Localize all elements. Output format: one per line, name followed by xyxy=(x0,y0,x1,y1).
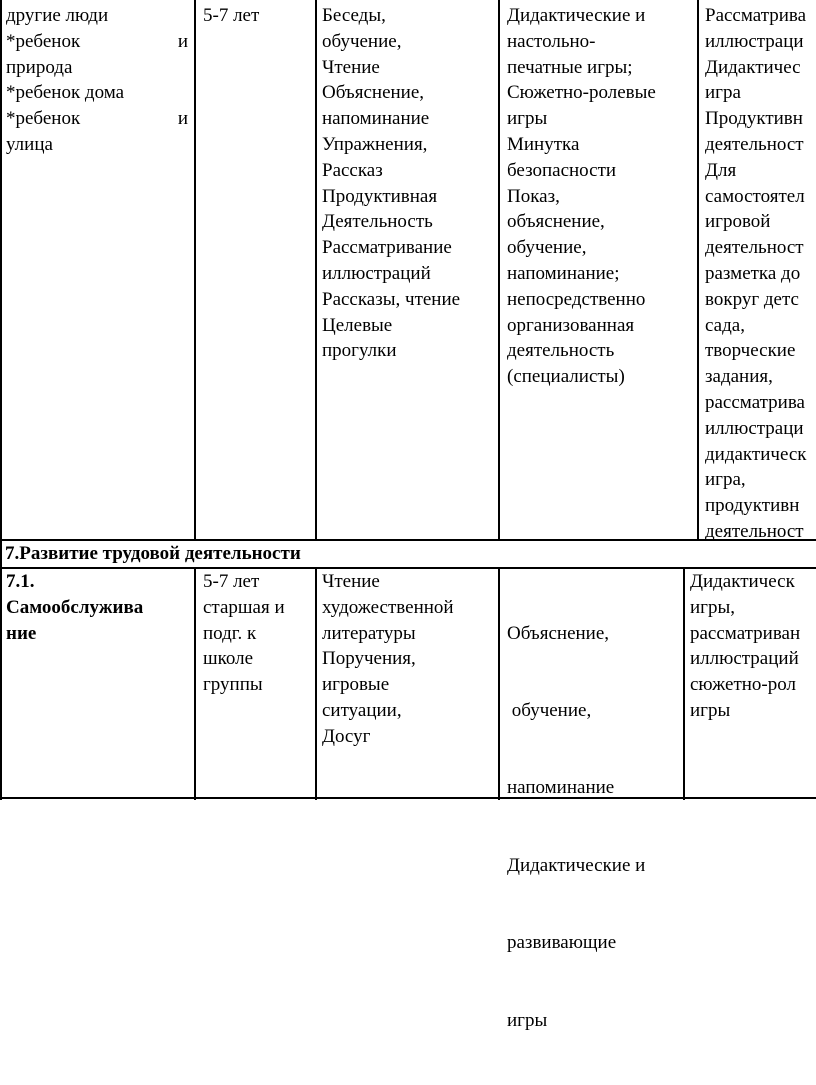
row-divider-1 xyxy=(0,539,816,541)
row2-independent-line: игры, xyxy=(690,596,735,618)
row1-methods-line: Показ, xyxy=(507,185,560,207)
row1-methods-line: Минутка xyxy=(507,133,580,155)
row1-forms-line: Чтение xyxy=(322,56,380,78)
row1-topic-line: другие люди xyxy=(6,5,109,26)
row2-forms-line: художественной xyxy=(322,596,454,618)
row1-forms-line: прогулки xyxy=(322,340,397,362)
row2-methods-line: Объяснение, xyxy=(507,622,610,644)
row1-independent-line: деятельност xyxy=(705,133,804,155)
column-divider-1 xyxy=(194,0,196,540)
row1-methods-cell xyxy=(507,3,695,390)
column-divider-4 xyxy=(697,0,699,540)
row1-independent-cell xyxy=(705,3,816,545)
row2-forms-line: литературы xyxy=(322,622,416,644)
row2-age-cell xyxy=(203,569,311,698)
row1-methods-line: деятельность xyxy=(507,340,615,362)
row1-topic-line: улица xyxy=(6,133,53,155)
row2-age-line: старшая и xyxy=(203,596,285,618)
row1-independent-line: игровой xyxy=(705,211,771,233)
row1-methods-line: организованная xyxy=(507,314,635,336)
row1-forms-line: Рассказы, чтение xyxy=(322,288,461,310)
row1-independent-line: Для xyxy=(705,159,737,181)
row1-independent-line: задания, xyxy=(705,366,773,388)
row1-independent-line: вокруг детс xyxy=(705,288,799,310)
row2-methods-line: напоминание xyxy=(507,777,615,799)
row2-topic-cell xyxy=(6,569,192,646)
row1-forms-line: Объяснение, xyxy=(322,82,425,104)
row1-independent-line: иллюстраци xyxy=(705,417,804,439)
row2-methods-line: развивающие xyxy=(507,932,617,954)
row1-methods-line: Дидактические и xyxy=(507,5,646,26)
row1-independent-line: продуктивн xyxy=(705,495,800,517)
row2-methods-line: обучение, xyxy=(507,699,592,721)
row1-forms-line: обучение, xyxy=(322,30,402,52)
row2-independent-line: сюжетно-рол xyxy=(690,674,796,696)
row1-independent-line: сада, xyxy=(705,314,745,336)
row1-forms-line: Рассматривание xyxy=(322,237,452,259)
row1-methods-line: непосредственно xyxy=(507,288,646,310)
table-border-left xyxy=(0,0,2,800)
row1-independent-line: деятельност xyxy=(705,237,804,259)
row2-age-line: 5-7 лет xyxy=(203,571,260,592)
row2-forms-line: ситуации, xyxy=(322,699,402,721)
row2-age-line: подг. к xyxy=(203,622,257,644)
row2-methods-line: Дидактические и xyxy=(507,854,646,876)
row1-independent-line: иллюстраци xyxy=(705,30,804,52)
row1-methods-line: напоминание; xyxy=(507,262,620,284)
row2-forms-line: игровые xyxy=(322,674,390,696)
row1-forms-cell xyxy=(322,3,494,364)
row2-independent-line: рассматриван xyxy=(690,622,801,644)
row1-methods-line: (специалисты) xyxy=(507,366,625,388)
row1-independent-line: игра xyxy=(705,82,741,104)
row1-independent-line: дидактическ xyxy=(705,443,807,465)
row2-independent-line: Дидактическ xyxy=(690,571,795,592)
row1-methods-line: игры xyxy=(507,108,548,130)
row1-methods-line: настольно- xyxy=(507,30,596,52)
row1-independent-line: деятельност xyxy=(705,520,804,542)
row2-topic-line: 7.1. xyxy=(6,571,35,592)
row2-independent-line: иллюстраций xyxy=(690,648,799,670)
row1-independent-line: Продуктивн xyxy=(705,108,803,130)
row1-methods-line: объяснение, xyxy=(507,211,605,233)
row1-topic-line: природа xyxy=(6,56,73,78)
row1-topic-word: и xyxy=(177,30,188,52)
row1-methods-line: безопасности xyxy=(507,159,617,181)
row1-independent-line: творческие xyxy=(705,340,796,362)
row1-forms-line: Упражнения, xyxy=(322,133,428,155)
row2-forms-line: Чтение xyxy=(322,571,380,592)
row1-topic-cell xyxy=(6,3,188,158)
row1-independent-line: Дидактичес xyxy=(705,56,801,78)
row1-topic-line xyxy=(6,106,188,132)
row1-independent-line: игра, xyxy=(705,469,746,491)
row2-independent-cell xyxy=(690,569,816,724)
row1-age-cell xyxy=(203,3,311,29)
column-divider-3b xyxy=(498,568,500,800)
row1-independent-line: Рассматрива xyxy=(705,5,807,26)
row2-methods-cell xyxy=(507,569,681,1085)
row2-age-line: группы xyxy=(203,674,263,696)
row1-forms-line: Продуктивная xyxy=(322,185,438,207)
row1-age-line: 5-7 лет xyxy=(203,5,260,26)
section-heading: 7.Развитие трудовой деятельности xyxy=(5,543,301,564)
row1-forms-line: Деятельность xyxy=(322,211,433,233)
row2-topic-line: ние xyxy=(6,622,37,644)
row1-methods-line: обучение, xyxy=(507,237,587,259)
row2-independent-line: игры xyxy=(690,699,731,721)
row2-topic-line: Самообслужива xyxy=(6,596,144,618)
row1-forms-line: Беседы, xyxy=(322,5,386,26)
column-divider-3 xyxy=(498,0,500,540)
row2-methods-line: игры xyxy=(507,1009,548,1031)
column-divider-4b xyxy=(683,568,685,800)
column-divider-1b xyxy=(194,568,196,800)
row1-forms-line: напоминание xyxy=(322,108,430,130)
row1-topic-word: *ребенок xyxy=(6,30,81,52)
row1-independent-line: рассматрива xyxy=(705,391,805,413)
row2-forms-cell xyxy=(322,569,494,750)
row1-forms-line: Целевые xyxy=(322,314,393,336)
row1-forms-line: Рассказ xyxy=(322,159,383,181)
row1-topic-line xyxy=(6,29,188,55)
row2-forms-line: Досуг xyxy=(322,725,371,747)
column-divider-2 xyxy=(315,0,317,540)
row1-topic-line: *ребенок дома xyxy=(6,82,125,104)
row1-topic-word: *ребенок xyxy=(6,108,81,130)
table-border-bottom xyxy=(0,797,816,799)
row1-methods-line: Сюжетно-ролевые xyxy=(507,82,656,104)
row1-independent-line: самостоятел xyxy=(705,185,805,207)
column-divider-2b xyxy=(315,568,317,800)
row1-methods-line: печатные игры; xyxy=(507,56,633,78)
row2-age-line: школе xyxy=(203,648,254,670)
row1-forms-line: иллюстраций xyxy=(322,262,431,284)
row2-forms-line: Поручения, xyxy=(322,648,416,670)
row1-independent-line: разметка до xyxy=(705,262,801,284)
row1-topic-word: и xyxy=(177,108,188,130)
